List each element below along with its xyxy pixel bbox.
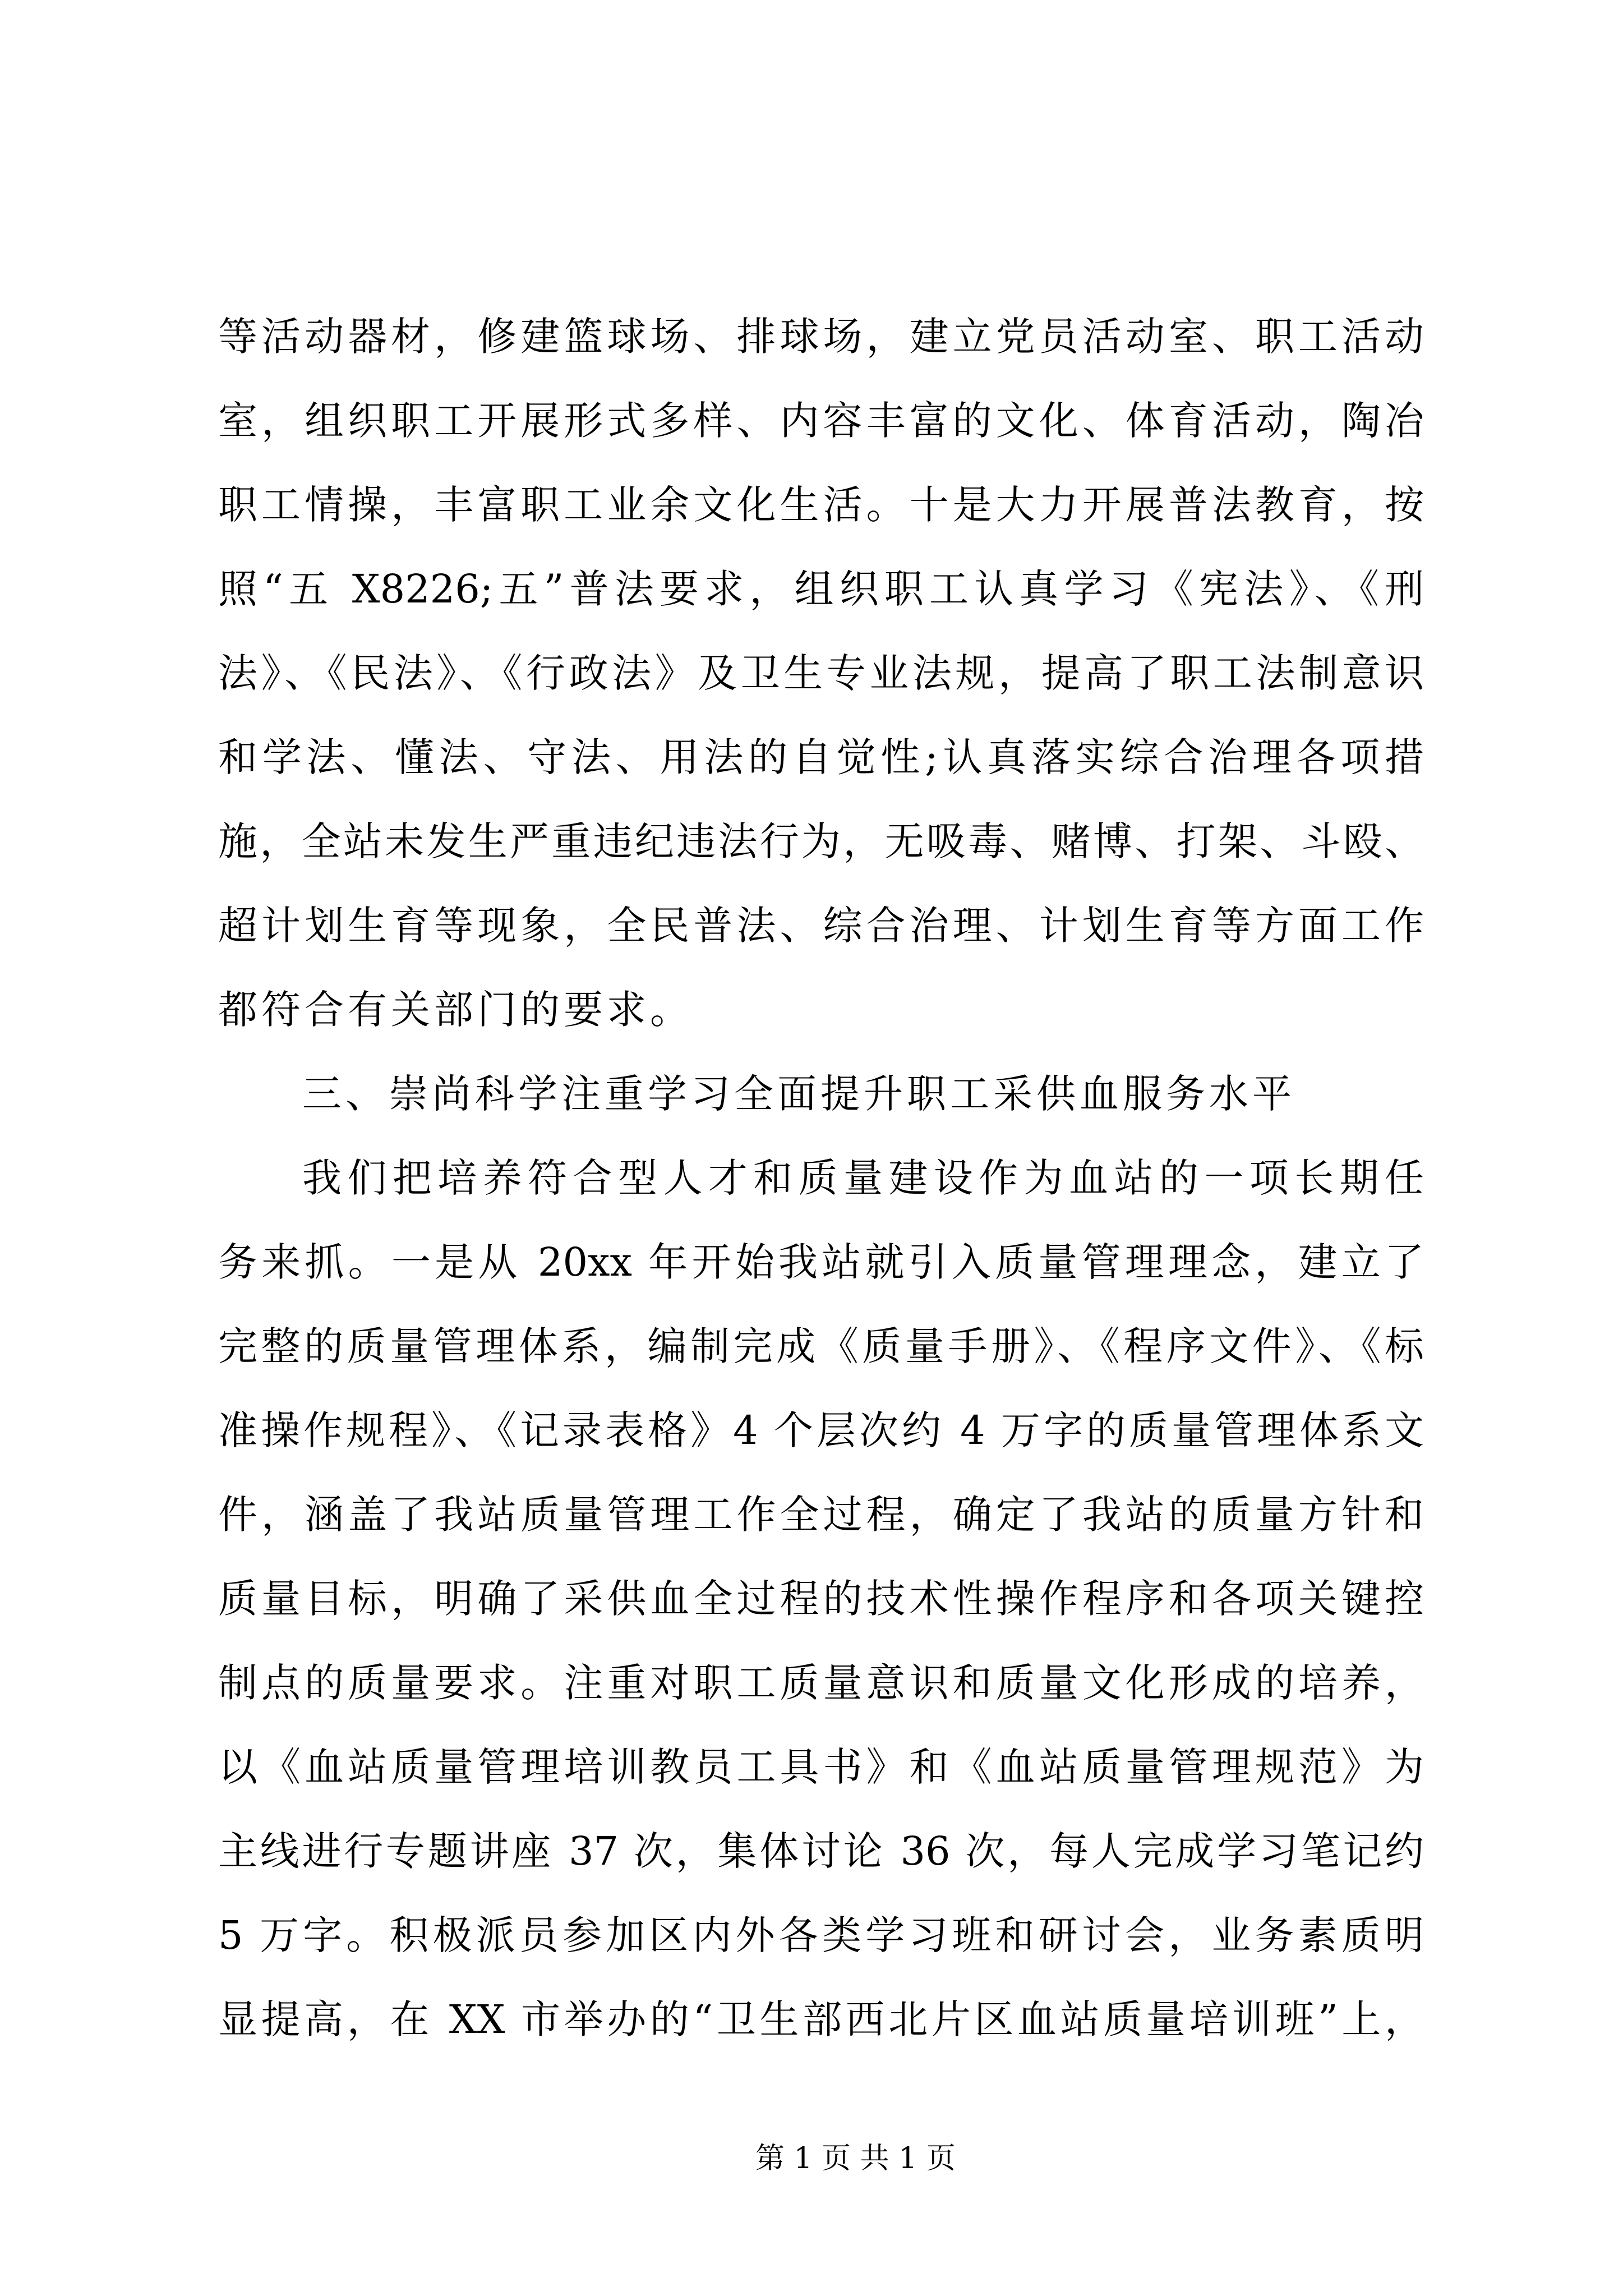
text-line: 主线进行专题讲座 37 次，集体讨论 36 次，每人完成学习笔记约 — [218, 1828, 1424, 1874]
paragraph — [218, 295, 1424, 1052]
text-line: 等活动器材，修建篮球场、排球场，建立党员活动室、职工活动 — [218, 314, 1424, 360]
page-footer: 第 1 页 共 1 页 — [755, 2142, 956, 2175]
text-line: 制点的质量要求。注重对职工质量意识和质量文化形成的培养， — [218, 1660, 1424, 1706]
paragraph — [218, 1136, 1424, 2062]
text-line: 显提高，在 XX 市举办的“卫生部西北片区血站质量培训班”上， — [218, 1996, 1424, 2042]
text-line: 完整的质量管理体系，编制完成《质量手册》、《程序文件》、《标 — [218, 1323, 1424, 1369]
text-line: 超计划生育等现象，全民普法、综合治理、计划生育等方面工作 — [218, 903, 1424, 949]
text-line: 照“五 X8226;五”普法要求，组织职工认真学习《宪法》、《刑 — [218, 566, 1424, 612]
text-line: 准操作规程》、《记录表格》4 个层次约 4 万字的质量管理体系文 — [218, 1407, 1424, 1453]
text-line: 件，涵盖了我站质量管理工作全过程，确定了我站的质量方针和 — [218, 1492, 1424, 1538]
text-line: 施，全站未发生严重违纪违法行为，无吸毒、赌博、打架、斗殴、 — [218, 818, 1424, 864]
document-body — [218, 295, 1424, 2062]
text-line: 我们把培养符合型人才和质量建设作为血站的一项长期任 — [302, 1155, 1424, 1201]
text-line: 5 万字。积极派员参加区内外各类学习班和研讨会，业务素质明 — [218, 1912, 1424, 1958]
section-heading: 三、崇尚科学注重学习全面提升职工采供血服务水平 — [302, 1071, 1295, 1117]
text-line: 务来抓。一是从 20xx 年开始我站就引入质量管理理念，建立了 — [218, 1239, 1424, 1285]
text-line: 职工情操，丰富职工业余文化生活。十是大力开展普法教育，按 — [218, 482, 1424, 528]
text-line: 质量目标，明确了采供血全过程的技术性操作程序和各项关键控 — [218, 1576, 1424, 1622]
text-line: 都符合有关部门的要求。 — [218, 987, 693, 1033]
text-line: 以《血站质量管理培训教员工具书》和《血站质量管理规范》为 — [218, 1744, 1424, 1790]
text-line: 法》、《民法》、《行政法》及卫生专业法规，提高了职工法制意识 — [218, 650, 1424, 696]
text-line: 和学法、懂法、守法、用法的自觉性;认真落实综合治理各项措 — [218, 734, 1424, 780]
text-line: 室，组织职工开展形式多样、内容丰富的文化、体育活动，陶冶 — [218, 398, 1424, 444]
